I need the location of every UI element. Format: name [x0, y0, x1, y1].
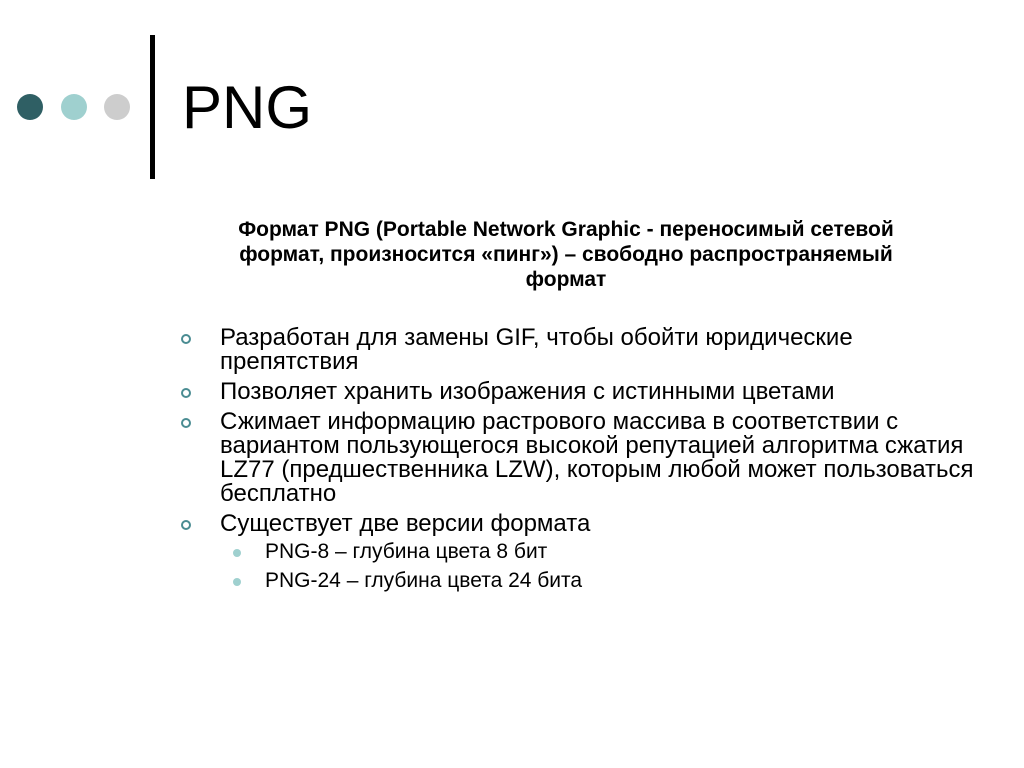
filled-circle-icon [233, 549, 241, 557]
bullet-item [180, 380, 980, 404]
slide-title: PNG [182, 74, 313, 141]
sub-bullet-list [220, 540, 980, 593]
title-divider [150, 35, 155, 179]
decorative-dot-gray [104, 94, 130, 120]
intro-paragraph: Формат PNG (Portable Network Graphic - переносимый сетевой формат, произносится «пинг») – свободно распространяемый формат [238, 218, 894, 291]
bullet-text: Разработан для замены GIF, чтобы обойти юридические препятствия [220, 324, 853, 375]
decorative-dot-dark [17, 94, 43, 120]
bullet-text: Сжимает информацию растрового массива в соответствии с вариантом пользующегося высокой репутацией алгоритма сжатия LZ77 (предшественника LZW), которым любой может пользоваться бесплатно [220, 408, 974, 507]
hollow-circle-icon [181, 334, 191, 344]
bullet-item [180, 326, 980, 374]
sub-bullet-item [220, 540, 980, 564]
sub-bullet-text: PNG-8 – глубина цвета 8 бит [265, 540, 548, 563]
bullet-item [180, 410, 980, 506]
bullet-list [180, 326, 980, 599]
hollow-circle-icon [181, 520, 191, 530]
bullet-text: Позволяет хранить изображения с истинными цветами [220, 378, 835, 405]
sub-bullet-text: PNG-24 – глубина цвета 24 бита [265, 569, 583, 592]
filled-circle-icon [233, 578, 241, 586]
sub-bullet-item [220, 569, 980, 593]
bullet-item [180, 512, 980, 593]
decorative-dot-teal [61, 94, 87, 120]
hollow-circle-icon [181, 418, 191, 428]
hollow-circle-icon [181, 388, 191, 398]
bullet-text: Существует две версии формата [220, 510, 591, 537]
